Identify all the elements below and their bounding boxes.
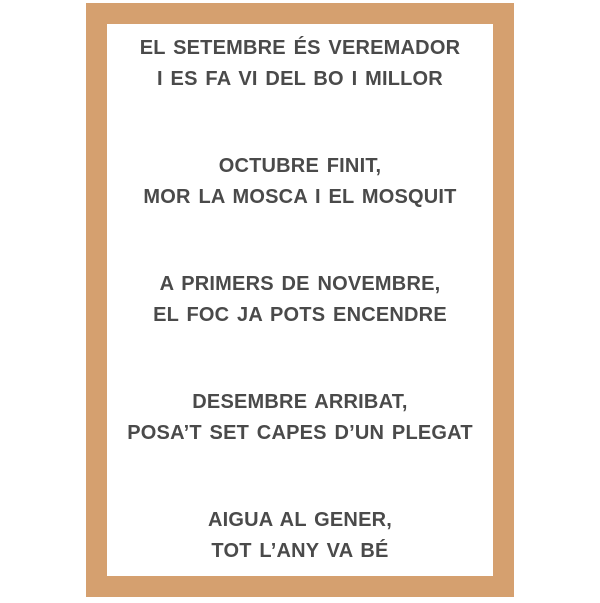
poem-stanza-octubre	[143, 151, 456, 213]
poem-line: EL SETEMBRE ÉS VEREMADOR	[139, 37, 461, 59]
poem-line: I ES FA VI DEL BO I MILLOR	[157, 68, 443, 90]
poem-stanza-gener	[208, 505, 392, 567]
poem-line: POSA’T SET CAPES D’UN PLEGAT	[127, 422, 473, 444]
poster-frame	[86, 3, 514, 597]
poem-line: AIGUA AL GENER,	[207, 509, 393, 531]
poem-stanza-setembre	[140, 33, 460, 95]
poem-line: A PRIMERS DE NOVEMBRE,	[159, 273, 441, 295]
page-background	[0, 3, 600, 603]
poem-line: TOT L’ANY VA BÉ	[211, 540, 389, 562]
poem-line: DESEMBRE ARRIBAT,	[192, 391, 408, 413]
poem-stanza-novembre	[153, 269, 447, 331]
poster-paper	[107, 24, 493, 576]
poem-line: EL FOC JA POTS ENCENDRE	[153, 304, 447, 326]
poem-line: MOR LA MOSCA I EL MOSQUIT	[143, 186, 457, 208]
poem-stanza-desembre	[127, 387, 473, 449]
poem-line: OCTUBRE FINIT,	[218, 155, 382, 177]
